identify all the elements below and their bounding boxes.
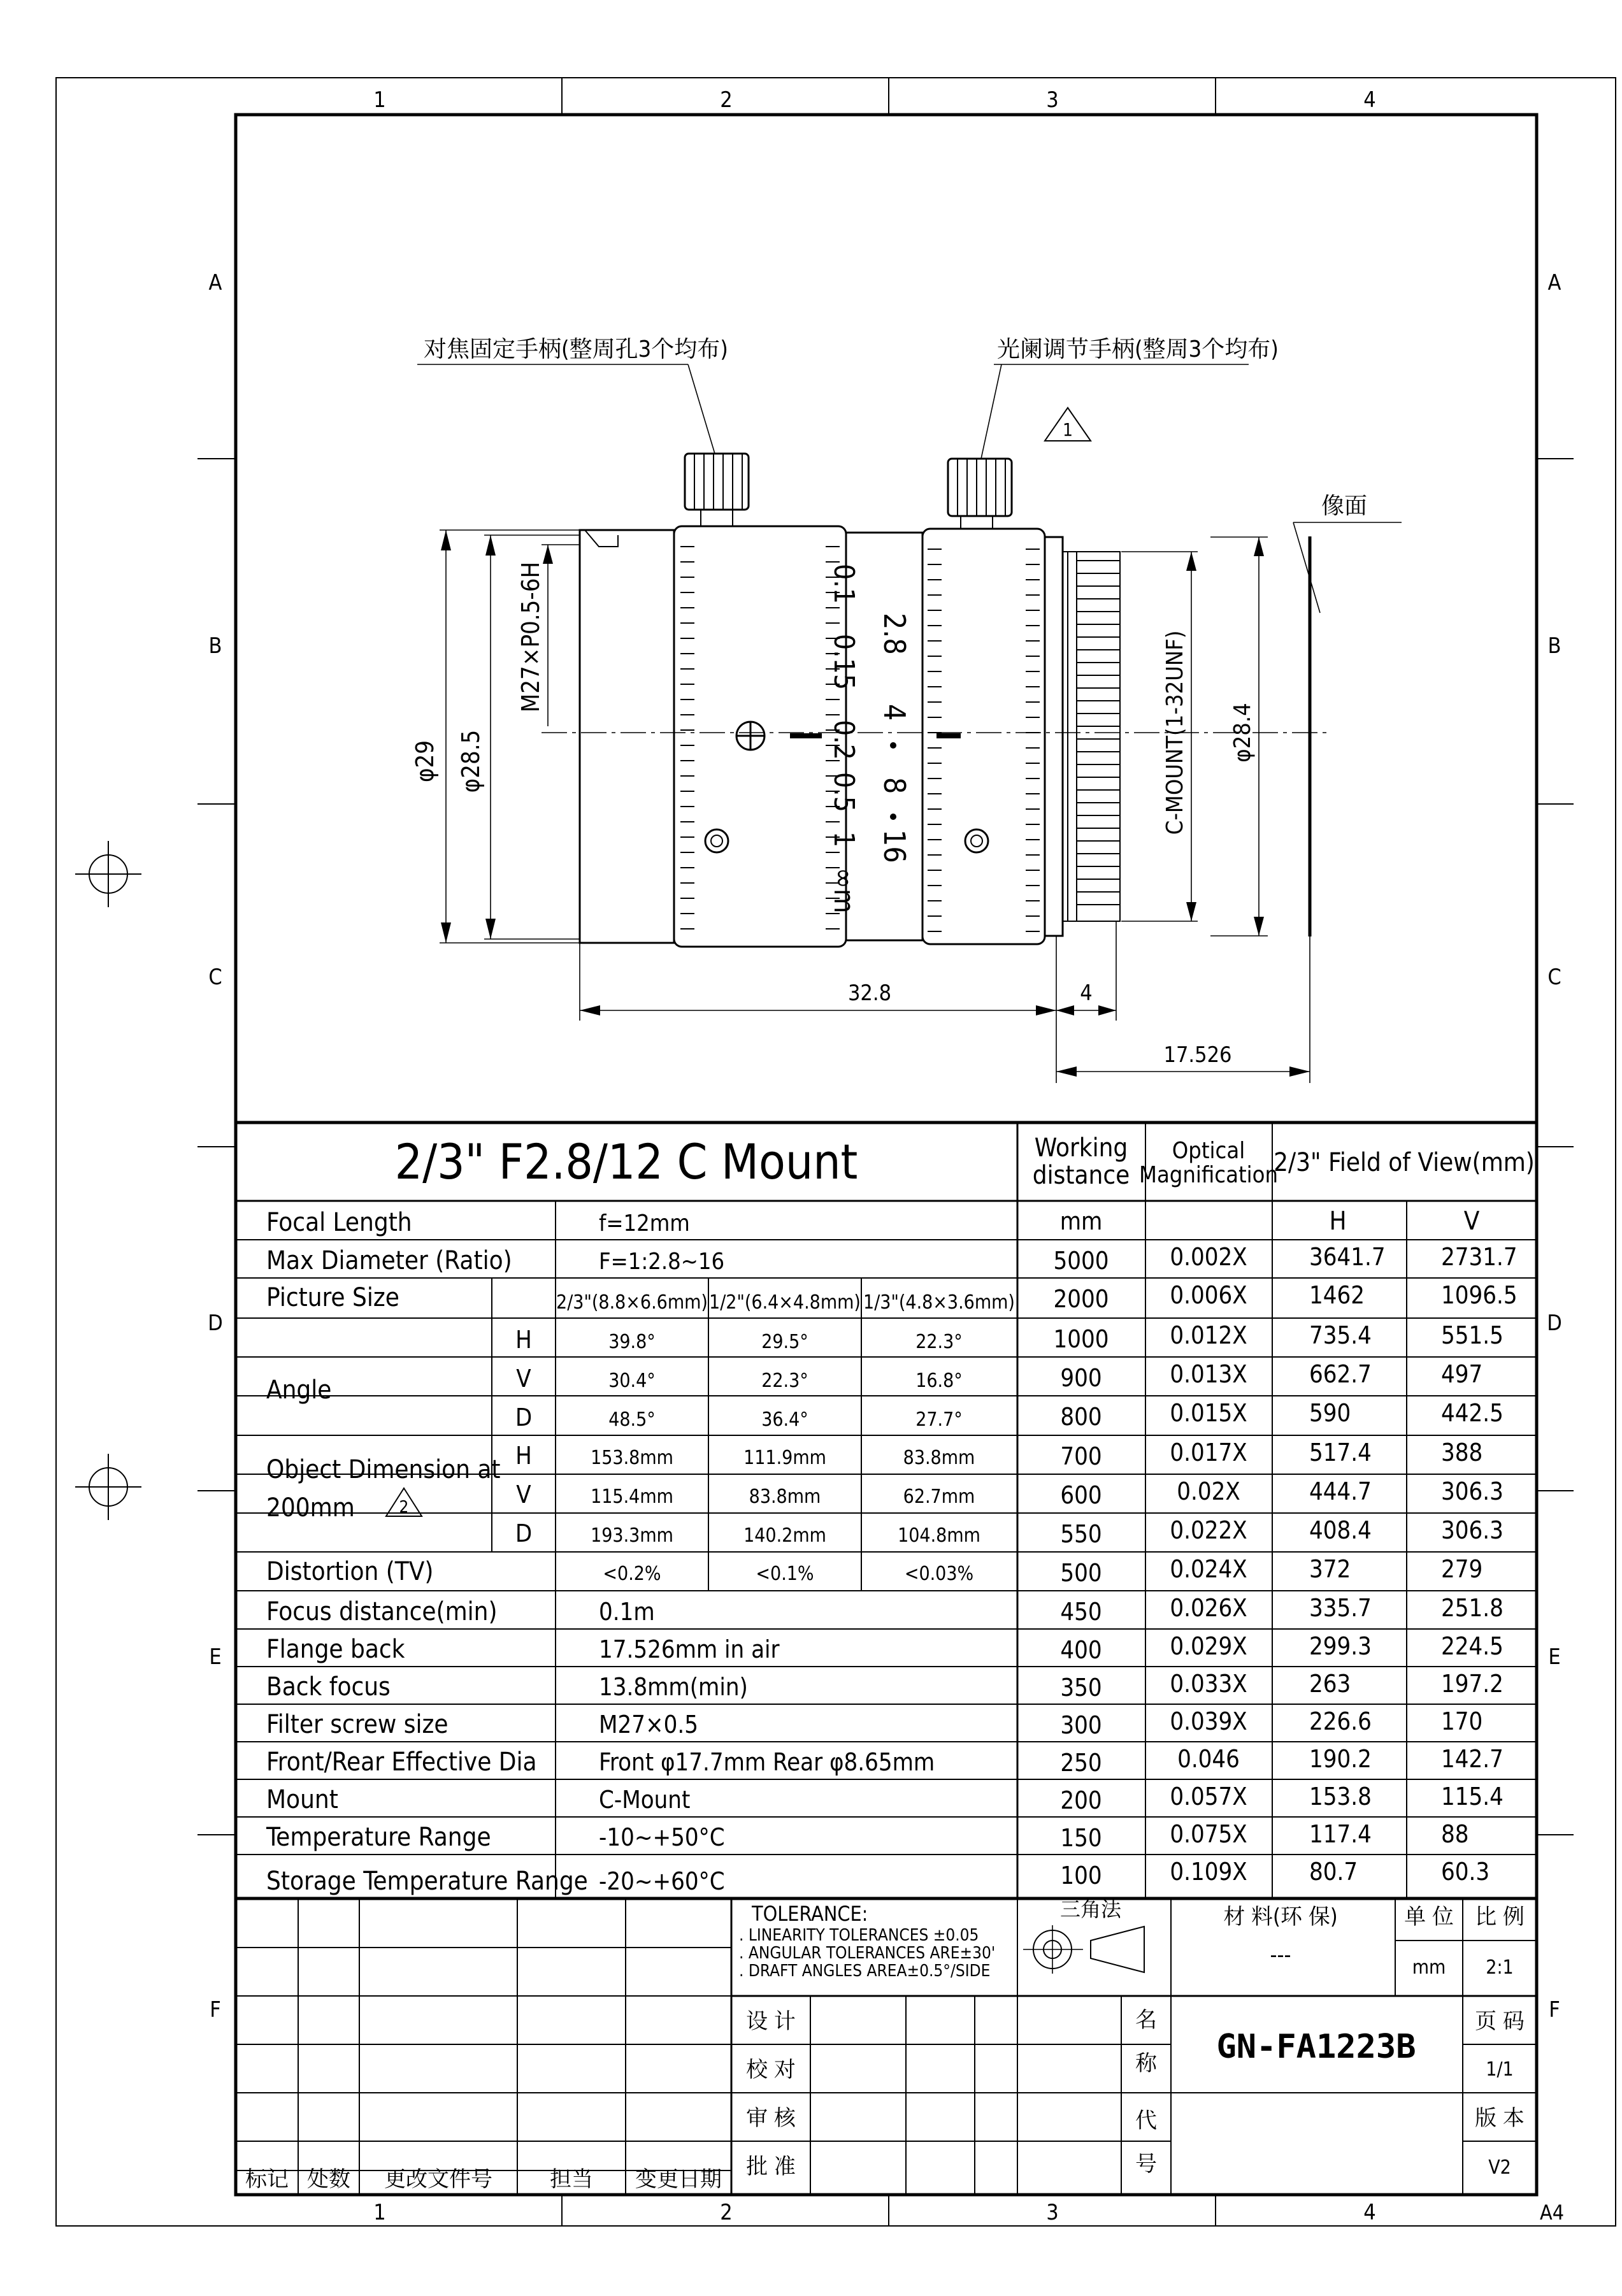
rev-col-owner: 担当 xyxy=(550,2167,593,2192)
spec-table xyxy=(236,1123,1537,1898)
zone-rows-left xyxy=(197,270,236,2023)
dim-flange-back xyxy=(1056,936,1310,1083)
fov-v-value: 551.5 xyxy=(1441,1321,1504,1349)
zone-col-4-top: 4 xyxy=(1363,87,1376,113)
spec-value-13: -20~+60°C xyxy=(599,1867,725,1895)
spec-objdim-value: 140.2mm xyxy=(743,1525,826,1547)
fov-v-value: 279 xyxy=(1441,1555,1483,1583)
fov-h-value: 190.2 xyxy=(1309,1745,1372,1773)
fov-working-distance: 500 xyxy=(1060,1559,1102,1587)
unit-label: 单 位 xyxy=(1404,1904,1454,1930)
fov-working-distance: 250 xyxy=(1060,1749,1102,1777)
revision-triangle-1 xyxy=(1045,408,1091,441)
fov-working-distance: 450 xyxy=(1060,1598,1102,1626)
fov-magnification: 0.039X xyxy=(1170,1707,1247,1735)
tolerance-title: TOLERANCE: xyxy=(752,1902,868,1926)
spec-value-11: C-Mount xyxy=(599,1786,691,1814)
fov-v-value: 251.8 xyxy=(1441,1594,1504,1622)
spec-value-focal-length: f=12mm xyxy=(599,1210,690,1237)
spec-picture-size-1: 1/2"(6.4×4.8mm) xyxy=(709,1291,861,1314)
svg-text:M27×P0.5-6H: M27×P0.5-6H xyxy=(517,561,545,713)
spec-label-object-dimension: Object Dimension at xyxy=(266,1455,501,1484)
spec-objdim-value: 111.9mm xyxy=(743,1447,826,1469)
fov-magnification: 0.046 xyxy=(1177,1745,1240,1773)
callout-focus-handle xyxy=(417,336,728,454)
iris-mark-4: 4 xyxy=(877,704,912,721)
focus-pin xyxy=(705,829,728,852)
svg-text:17.526: 17.526 xyxy=(1163,1042,1232,1068)
version-label: 版 本 xyxy=(1475,2106,1525,2131)
spec-value-9: M27×0.5 xyxy=(599,1711,698,1739)
fov-magnification: 0.057X xyxy=(1170,1783,1247,1811)
svg-text:光阑调节手柄(整周3个均布): 光阑调节手柄(整周3个均布) xyxy=(997,336,1279,362)
zone-row-e-right: E xyxy=(1548,1644,1561,1670)
spec-distortion-2: <0.03% xyxy=(904,1563,974,1585)
scale-label: 比 例 xyxy=(1475,1904,1525,1930)
fov-v-value: 497 xyxy=(1441,1360,1483,1388)
material-label: 材 料(环 保) xyxy=(1223,1904,1338,1930)
spec-objdim-axis: H xyxy=(515,1442,532,1470)
revision-triangle-2: 2 xyxy=(399,1498,409,1517)
zone-col-3-top: 3 xyxy=(1046,87,1059,113)
spec-label-10: Front/Rear Effective Dia xyxy=(266,1747,537,1777)
fov-h-value: 517.4 xyxy=(1309,1439,1372,1467)
spec-value-10: Front φ17.7mm Rear φ8.65mm xyxy=(599,1748,935,1776)
zone-col-1-top: 1 xyxy=(373,87,386,113)
focus-scale xyxy=(828,564,860,914)
fov-working-distance: 300 xyxy=(1060,1711,1102,1739)
focus-knob xyxy=(685,454,749,526)
fov-h-value: 263 xyxy=(1309,1670,1351,1698)
fov-v-value: 224.5 xyxy=(1441,1632,1504,1660)
page-value: 1/1 xyxy=(1486,2058,1514,2081)
focus-mark-0.2: 0.2 xyxy=(828,720,860,760)
zone-col-2-top: 2 xyxy=(720,87,733,113)
dim-flange-4 xyxy=(1056,921,1116,1021)
iris-scale xyxy=(877,613,912,863)
fov-working-distance: 550 xyxy=(1060,1520,1102,1548)
zone-columns-top xyxy=(373,78,1375,115)
fov-col-v: V xyxy=(1463,1207,1480,1236)
spec-label-max-diameter: Max Diameter (Ratio) xyxy=(266,1246,512,1275)
fov-v-value: 197.2 xyxy=(1441,1670,1504,1698)
dim-length-32.8 xyxy=(580,936,1056,1021)
code-label-1: 代 xyxy=(1135,2108,1157,2134)
fov-v-value: 170 xyxy=(1441,1707,1483,1735)
fov-col-working-2: distance xyxy=(1032,1161,1130,1190)
zone-row-d-left: D xyxy=(208,1310,223,1336)
spec-distortion-1: <0.1% xyxy=(756,1563,814,1585)
fov-h-value: 735.4 xyxy=(1309,1321,1372,1349)
fov-magnification: 0.029X xyxy=(1170,1632,1247,1660)
fov-h-value: 117.4 xyxy=(1309,1820,1372,1848)
svg-text:32.8: 32.8 xyxy=(847,980,892,1006)
dim-thread-m27 xyxy=(517,545,580,726)
spec-label-focal-length: Focal Length xyxy=(266,1208,412,1237)
tolerance-line-3: . DRAFT ANGLES AREA±0.5°/SIDE xyxy=(739,1962,991,1981)
fov-working-distance: 900 xyxy=(1060,1364,1102,1392)
fov-working-distance: 800 xyxy=(1060,1403,1102,1431)
fov-h-value: 153.8 xyxy=(1309,1783,1372,1811)
spec-label-6: Focus distance(min) xyxy=(266,1597,498,1626)
fov-col-working-1: Working xyxy=(1034,1133,1128,1163)
zone-row-b-right: B xyxy=(1547,633,1561,659)
fov-magnification: 0.013X xyxy=(1170,1360,1247,1388)
fov-v-value: 306.3 xyxy=(1441,1516,1504,1544)
spec-objdim-value: 104.8mm xyxy=(898,1525,980,1547)
spec-angle-axis: V xyxy=(516,1365,531,1393)
spec-picture-size-0: 2/3"(8.8×6.6mm) xyxy=(556,1291,708,1314)
fov-h-value: 80.7 xyxy=(1309,1858,1358,1886)
fov-v-value: 88 xyxy=(1441,1820,1469,1848)
spec-objdim-value: 153.8mm xyxy=(591,1447,673,1469)
iris-mark-2.8: 2.8 xyxy=(877,613,912,655)
fov-h-value: 662.7 xyxy=(1309,1360,1372,1388)
focus-mark-0.1: 0.1 xyxy=(828,564,860,604)
tolerance-line-1: . LINEARITY TOLERANCES ±0.05 xyxy=(739,1926,979,1945)
fov-magnification: 0.012X xyxy=(1170,1321,1247,1349)
label-review: 审 核 xyxy=(746,2106,796,2131)
c-mount-thread xyxy=(1068,552,1120,921)
spec-label-13: Storage Temperature Range xyxy=(266,1867,588,1896)
spec-objdim-axis: D xyxy=(515,1519,533,1547)
spec-value-7: 17.526mm in air xyxy=(599,1635,780,1663)
focus-mark-inf: ∞m xyxy=(828,868,860,914)
material-value: --- xyxy=(1270,1942,1291,1968)
spec-objdim-value: 115.4mm xyxy=(591,1486,673,1508)
zone-col-2-bottom: 2 xyxy=(720,2200,733,2225)
fov-magnification: 0.022X xyxy=(1170,1516,1247,1544)
fov-magnification: 0.026X xyxy=(1170,1594,1247,1622)
part-number: GN-FA1223B xyxy=(1216,2028,1416,2066)
fov-magnification: 0.017X xyxy=(1170,1439,1247,1467)
fov-v-value: 442.5 xyxy=(1441,1399,1504,1427)
svg-text:像面: 像面 xyxy=(1321,493,1368,519)
rev-col-count: 处数 xyxy=(307,2167,350,2192)
focus-mark-0.15: 0.15 xyxy=(828,634,860,691)
spec-angle-value: 36.4° xyxy=(761,1409,808,1431)
spec-value-max-diameter: F=1:2.8~16 xyxy=(599,1249,725,1275)
fov-working-distance: 150 xyxy=(1060,1824,1102,1852)
tolerance-line-2: . ANGULAR TOLERANCES ARE±30' xyxy=(739,1944,996,1963)
svg-text:对焦固定手柄(整周孔3个均布): 对焦固定手柄(整周孔3个均布) xyxy=(424,336,728,362)
fov-working-distance: 200 xyxy=(1060,1786,1102,1814)
name-label-2: 称 xyxy=(1135,2051,1157,2076)
fov-h-value: 372 xyxy=(1309,1555,1351,1583)
spec-value-6: 0.1m xyxy=(599,1598,655,1626)
spec-label-picture-size: Picture Size xyxy=(266,1283,399,1312)
spec-label-9: Filter screw size xyxy=(266,1710,449,1739)
fov-magnification: 0.033X xyxy=(1170,1670,1247,1698)
fov-working-distance: 1000 xyxy=(1053,1325,1109,1353)
label-approve: 批 准 xyxy=(746,2154,796,2179)
fov-h-value: 226.6 xyxy=(1309,1707,1372,1735)
spec-angle-value: 30.4° xyxy=(608,1370,656,1392)
spec-value-12: -10~+50°C xyxy=(599,1823,725,1851)
title-block xyxy=(236,1897,1537,2195)
spec-angle-value: 16.8° xyxy=(915,1370,963,1392)
fov-v-value: 142.7 xyxy=(1441,1745,1504,1773)
spec-label-7: Flange back xyxy=(266,1635,405,1664)
zone-row-c-right: C xyxy=(1547,965,1561,990)
spec-objdim-value: 62.7mm xyxy=(903,1486,975,1508)
zone-row-f-left: F xyxy=(210,1997,221,2023)
dim-c-mount xyxy=(1121,552,1198,921)
dim-phi29 xyxy=(411,530,580,943)
projection-method: 三角法 xyxy=(1059,1897,1122,1921)
focus-mark-1: 1 xyxy=(828,831,860,848)
fov-working-distance: 400 xyxy=(1060,1636,1102,1664)
spec-label-object-dimension-2: 200mm xyxy=(266,1493,355,1523)
svg-text:4: 4 xyxy=(1080,980,1093,1006)
svg-text:1: 1 xyxy=(1062,419,1073,440)
version-value: V2 xyxy=(1488,2156,1511,2179)
zone-row-c-left: C xyxy=(208,965,222,990)
iris-pin xyxy=(965,829,988,852)
lens-drawing xyxy=(411,336,1402,1083)
iris-mark-16: 16 xyxy=(877,829,912,863)
zone-row-d-right: D xyxy=(1547,1310,1562,1336)
fov-working-distance: 2000 xyxy=(1053,1285,1109,1313)
front-body xyxy=(580,530,674,943)
zone-col-1-bottom: 1 xyxy=(373,2200,386,2225)
rev-col-date: 变更日期 xyxy=(635,2167,722,2192)
rear-section xyxy=(1045,537,1063,936)
fov-magnification: 0.075X xyxy=(1170,1820,1247,1848)
sheet-size-label: A4 xyxy=(1540,2200,1564,2225)
iris-knob xyxy=(948,459,1012,529)
fov-h-value: 1462 xyxy=(1309,1281,1365,1309)
fov-h-value: 590 xyxy=(1309,1399,1351,1427)
code-label-2: 号 xyxy=(1135,2151,1157,2177)
third-angle-projection-symbol xyxy=(1023,1925,1144,1974)
spec-angle-value: 39.8° xyxy=(608,1331,656,1353)
label-check: 校 对 xyxy=(746,2057,796,2083)
fov-col-mag-2: Magnification xyxy=(1139,1162,1278,1188)
spec-angle-value: 48.5° xyxy=(608,1409,656,1431)
spec-objdim-value: 83.8mm xyxy=(903,1447,975,1469)
fov-working-distance: 5000 xyxy=(1053,1247,1109,1275)
spec-objdim-value: 193.3mm xyxy=(591,1525,673,1547)
svg-text:φ28.4: φ28.4 xyxy=(1230,703,1256,763)
label-design: 设 计 xyxy=(746,2009,796,2034)
spec-angle-value: 22.3° xyxy=(915,1331,963,1353)
fov-magnification: 0.109X xyxy=(1170,1858,1247,1886)
zone-row-b-left: B xyxy=(208,633,222,659)
focus-mark-0.5: 0.5 xyxy=(828,772,860,812)
fov-working-distance: 700 xyxy=(1060,1442,1102,1470)
spec-objdim-axis: V xyxy=(516,1481,531,1509)
registration-mark-lower xyxy=(75,1454,141,1520)
spec-table-title: 2/3" F2.8/12 C Mount xyxy=(394,1133,858,1190)
zone-rows-right xyxy=(1537,270,1574,2023)
spec-angle-axis: H xyxy=(515,1326,532,1354)
spec-angle-value: 27.7° xyxy=(915,1409,963,1431)
spec-angle-axis: D xyxy=(515,1403,533,1431)
fov-h-value: 335.7 xyxy=(1309,1594,1372,1622)
spec-angle-value: 22.3° xyxy=(761,1370,808,1392)
fov-v-value: 388 xyxy=(1441,1439,1483,1467)
spec-label-angle: Angle xyxy=(266,1375,332,1405)
scale-value: 2:1 xyxy=(1486,1956,1514,1979)
fov-col-mag-1: Optical xyxy=(1172,1138,1245,1164)
svg-text:φ28.5: φ28.5 xyxy=(457,729,485,793)
fov-v-value: 1096.5 xyxy=(1441,1281,1518,1309)
unit-value: mm xyxy=(1412,1956,1446,1979)
svg-text:φ29: φ29 xyxy=(411,740,439,783)
fov-col-h: H xyxy=(1329,1207,1347,1236)
zone-row-f-right: F xyxy=(1549,1997,1560,2023)
fov-magnification: 0.002X xyxy=(1170,1243,1247,1271)
spec-value-8: 13.8mm(min) xyxy=(599,1673,748,1701)
zone-row-a-left: A xyxy=(208,270,222,296)
zone-col-4-bottom: 4 xyxy=(1363,2200,1376,2225)
fov-h-value: 3641.7 xyxy=(1309,1243,1386,1271)
rev-col-doc-no: 更改文件号 xyxy=(384,2167,492,2192)
name-label-1: 名 xyxy=(1135,2007,1157,2033)
fov-magnification: 0.015X xyxy=(1170,1399,1247,1427)
svg-text:C-MOUNT(1-32UNF): C-MOUNT(1-32UNF) xyxy=(1162,630,1188,835)
fov-col-field-of-view: 2/3" Field of View(mm) xyxy=(1274,1148,1535,1177)
fov-h-value: 408.4 xyxy=(1309,1516,1372,1544)
fov-v-value: 60.3 xyxy=(1441,1858,1490,1886)
fov-v-value: 2731.7 xyxy=(1441,1243,1518,1271)
fov-v-value: 115.4 xyxy=(1441,1783,1504,1811)
spec-objdim-value: 83.8mm xyxy=(749,1486,821,1508)
fov-magnification: 0.006X xyxy=(1170,1281,1247,1309)
fov-h-value: 444.7 xyxy=(1309,1477,1372,1505)
spec-label-8: Back focus xyxy=(266,1672,391,1702)
fov-magnification: 0.02X xyxy=(1177,1477,1240,1505)
spec-label-12: Temperature Range xyxy=(266,1823,491,1852)
zone-col-3-bottom: 3 xyxy=(1046,2200,1059,2225)
zone-row-a-right: A xyxy=(1547,270,1561,296)
spec-label-11: Mount xyxy=(266,1785,338,1814)
callout-iris-handle xyxy=(981,336,1279,459)
fov-working-distance: 350 xyxy=(1060,1674,1102,1702)
spec-distortion-0: <0.2% xyxy=(603,1563,661,1585)
spec-label-distortion: Distortion (TV) xyxy=(266,1557,434,1586)
rev-col-mark: 标记 xyxy=(245,2167,289,2192)
fov-working-distance: 600 xyxy=(1060,1481,1102,1509)
spec-picture-size-2: 1/3"(4.8×3.6mm) xyxy=(863,1291,1015,1314)
iris-mark-8: 8 xyxy=(877,777,912,794)
page-label: 页 码 xyxy=(1475,2009,1525,2034)
registration-mark-upper xyxy=(75,841,141,907)
fov-working-distance: 100 xyxy=(1060,1862,1102,1890)
fov-v-value: 306.3 xyxy=(1441,1477,1504,1505)
spec-angle-value: 29.5° xyxy=(761,1331,808,1353)
fov-unit: mm xyxy=(1059,1207,1103,1235)
dim-phi28.4 xyxy=(1210,537,1268,936)
zone-columns-bottom xyxy=(373,2195,1564,2226)
fov-magnification: 0.024X xyxy=(1170,1555,1247,1583)
zone-row-e-left: E xyxy=(209,1644,222,1670)
fov-h-value: 299.3 xyxy=(1309,1632,1372,1660)
